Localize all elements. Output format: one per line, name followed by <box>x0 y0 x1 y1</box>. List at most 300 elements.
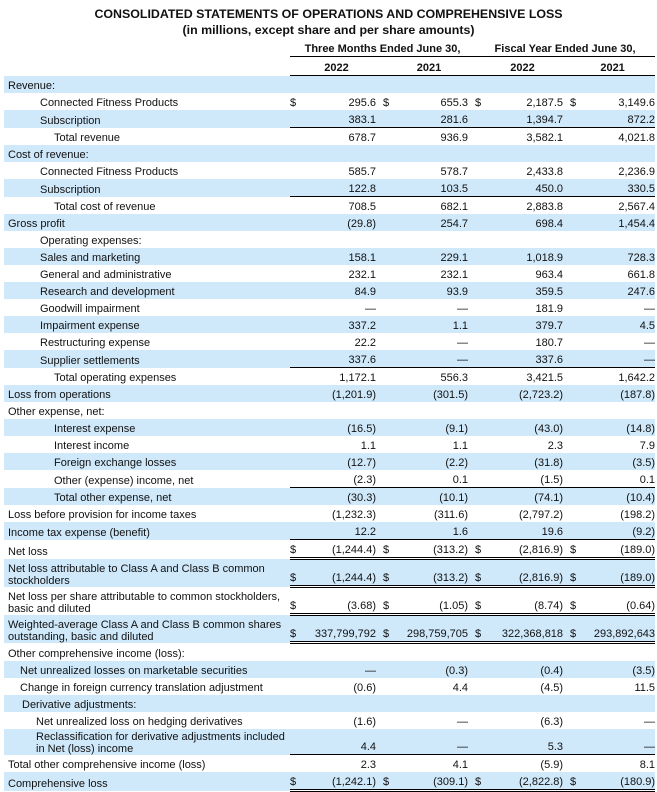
currency-symbol: $ <box>475 540 483 559</box>
cell-value: 330.5 <box>578 179 655 197</box>
row-label: Supplier settlements <box>4 350 290 368</box>
cell-value: (2,822.8) <box>483 772 563 791</box>
cell-value: 556.3 <box>391 368 468 386</box>
currency-symbol <box>290 755 298 773</box>
table-row <box>4 299 655 316</box>
table-row <box>4 350 655 368</box>
currency-symbol <box>475 214 483 231</box>
row-label: Research and development <box>4 282 290 299</box>
cell-value: 1,454.4 <box>578 214 655 231</box>
table-row <box>4 419 655 436</box>
currency-symbol <box>475 385 483 402</box>
table-row <box>4 402 655 419</box>
table-row <box>4 231 655 248</box>
currency-symbol <box>475 436 483 453</box>
row-label: Total operating expenses <box>54 372 177 384</box>
cell-value <box>298 231 376 248</box>
row-label: Income tax expense (benefit) <box>4 522 290 540</box>
currency-symbol <box>290 453 298 470</box>
cell-value: 379.7 <box>483 316 563 333</box>
currency-symbol <box>383 231 391 248</box>
cell-value: — <box>644 716 656 728</box>
currency-symbol <box>570 316 578 333</box>
cell-value: (189.0) <box>578 540 655 559</box>
currency-symbol <box>570 470 578 488</box>
currency-symbol <box>570 299 578 316</box>
cell-value: 322,368,818 <box>483 615 563 643</box>
table-row <box>4 93 655 110</box>
cell-value <box>298 643 376 662</box>
cell-value <box>391 231 468 248</box>
cell-value: 0.1 <box>639 474 656 486</box>
currency-symbol <box>290 282 298 299</box>
currency-symbol <box>383 368 391 386</box>
cell-value: 281.6 <box>391 110 468 128</box>
row-label: Impairment expense <box>4 316 290 333</box>
cell-value: (30.3) <box>298 488 376 506</box>
table-row <box>4 712 655 729</box>
cell-value: 181.9 <box>535 303 564 315</box>
cell-value: 1.1 <box>452 440 468 452</box>
row-label: Total other expense, net <box>4 488 290 506</box>
cell-value: 232.1 <box>348 269 376 281</box>
currency-symbol <box>383 299 391 316</box>
cell-value: 655.3 <box>440 97 468 109</box>
currency-symbol <box>475 729 483 755</box>
currency-symbol <box>475 248 483 265</box>
table-row <box>4 282 655 299</box>
cell-value: — <box>644 303 656 315</box>
currency-symbol <box>570 350 578 368</box>
cell-value: — <box>365 303 376 315</box>
currency-symbol <box>383 678 391 695</box>
currency-symbol <box>383 453 391 470</box>
cell-value: 180.7 <box>535 337 564 349</box>
cell-value: — <box>457 303 468 315</box>
currency-symbol <box>383 402 391 419</box>
cell-value: (9.2) <box>578 522 655 540</box>
currency-symbol <box>383 248 391 265</box>
currency-symbol <box>383 350 391 368</box>
currency-symbol: $ <box>475 615 483 643</box>
currency-symbol <box>570 522 578 540</box>
cell-value: (31.8) <box>483 453 563 470</box>
cell-value: 3,582.1 <box>483 128 563 146</box>
cell-value: 247.6 <box>578 282 655 299</box>
cell-value: (1.5) <box>540 474 564 486</box>
currency-symbol <box>290 729 298 755</box>
cell-value: 293,892,643 <box>578 615 655 643</box>
cell-value: (313.2) <box>391 559 468 587</box>
cell-value: 2,567.4 <box>578 197 655 215</box>
currency-symbol <box>570 661 578 678</box>
currency-symbol <box>290 385 298 402</box>
currency-symbol <box>290 419 298 436</box>
currency-symbol: $ <box>475 97 482 109</box>
cell-value: 2,883.8 <box>483 197 563 215</box>
currency-symbol <box>570 128 578 146</box>
cell-value <box>483 145 563 162</box>
currency-symbol <box>290 470 298 488</box>
table-row <box>4 265 655 282</box>
row-label: Interest expense <box>4 419 290 436</box>
currency-symbol <box>383 179 391 197</box>
row-label: Other expense, net: <box>8 406 105 418</box>
cell-value: (29.8) <box>298 214 376 231</box>
table-row <box>4 540 655 559</box>
table-row <box>4 470 655 488</box>
row-label: Total cost of revenue <box>54 201 156 213</box>
table-row <box>4 729 655 755</box>
currency-symbol <box>290 299 298 316</box>
row-label: General and administrative <box>40 269 172 281</box>
financial-table <box>4 38 655 792</box>
currency-symbol <box>290 661 298 678</box>
cell-value: 450.0 <box>483 179 563 197</box>
currency-symbol <box>475 522 483 540</box>
cell-value: 295.6 <box>348 97 376 109</box>
currency-symbol <box>475 368 483 386</box>
currency-symbol: $ <box>290 587 298 615</box>
currency-symbol: $ <box>383 97 390 109</box>
currency-symbol <box>475 76 483 94</box>
cell-value: (0.4) <box>483 661 563 678</box>
table-row <box>4 615 655 643</box>
cell-value <box>578 231 655 248</box>
currency-symbol <box>570 488 578 506</box>
cell-value <box>391 145 468 162</box>
row-label: Foreign exchange losses <box>4 453 290 470</box>
table-row <box>4 145 655 162</box>
currency-symbol <box>290 197 298 215</box>
row-label: Net loss <box>8 545 48 558</box>
table-row <box>4 453 655 470</box>
cell-value: (2,797.2) <box>519 509 564 521</box>
currency-symbol <box>290 231 298 248</box>
cell-value <box>483 643 563 662</box>
currency-symbol: $ <box>570 559 578 587</box>
currency-symbol <box>570 265 578 282</box>
currency-symbol <box>570 145 578 162</box>
cell-value: 682.1 <box>391 197 468 215</box>
cell-value: (10.4) <box>578 488 655 506</box>
row-label: Connected Fitness Products <box>40 166 179 178</box>
currency-symbol <box>290 145 298 162</box>
cell-value: 19.6 <box>483 522 563 540</box>
currency-symbol: $ <box>570 615 578 643</box>
currency-symbol <box>570 695 578 712</box>
currency-symbol <box>475 145 483 162</box>
cell-value: 0.1 <box>452 474 468 486</box>
table-row <box>4 368 655 386</box>
currency-symbol <box>290 436 298 453</box>
row-label: Other comprehensive income (loss): <box>8 648 185 660</box>
cell-value: 337.6 <box>298 350 376 368</box>
cell-value: (313.2) <box>391 540 468 559</box>
currency-symbol <box>475 282 483 299</box>
cell-value: 872.2 <box>578 110 655 128</box>
currency-symbol: $ <box>570 540 578 559</box>
cell-value: 585.7 <box>348 166 376 178</box>
cell-value: 298,759,705 <box>391 615 468 643</box>
cell-value: (3.5) <box>578 661 655 678</box>
currency-symbol <box>475 179 483 197</box>
currency-symbol: $ <box>475 772 483 791</box>
currency-symbol <box>290 350 298 368</box>
header-year: 2022 <box>290 57 383 76</box>
currency-symbol <box>570 643 578 662</box>
cell-value: 2.3 <box>298 755 376 773</box>
cell-value: (2.2) <box>391 453 468 470</box>
cell-value: (8.74) <box>483 587 563 615</box>
currency-symbol <box>290 162 298 179</box>
row-label: Derivative adjustments: <box>4 695 290 712</box>
cell-value: 2,236.9 <box>618 166 656 178</box>
currency-symbol <box>475 197 483 215</box>
cell-value: 84.9 <box>298 282 376 299</box>
currency-symbol <box>570 402 578 419</box>
table-row <box>4 695 655 712</box>
cell-value: 337,799,792 <box>298 615 376 643</box>
currency-symbol: $ <box>290 559 298 587</box>
row-label: Loss from operations <box>4 385 290 402</box>
header-fiscal-year: Fiscal Year Ended June 30, <box>475 38 655 57</box>
statement-title: CONSOLIDATED STATEMENTS OF OPERATIONS AND COMPREHENSIVE LOSS <box>94 7 563 21</box>
currency-symbol <box>383 470 391 488</box>
cell-value: (198.2) <box>620 509 656 521</box>
currency-symbol: $ <box>570 97 577 109</box>
currency-symbol <box>570 368 578 386</box>
cell-value: — <box>457 716 468 728</box>
currency-symbol: $ <box>570 772 578 791</box>
cell-value: (2,816.9) <box>483 559 563 587</box>
cell-value: 122.8 <box>298 179 376 197</box>
currency-symbol <box>290 110 298 128</box>
currency-symbol <box>383 316 391 333</box>
cell-value <box>298 402 376 419</box>
currency-symbol <box>570 76 578 94</box>
currency-symbol <box>475 128 483 146</box>
currency-symbol: $ <box>290 772 298 791</box>
cell-value: 158.1 <box>298 248 376 265</box>
currency-symbol <box>475 712 483 729</box>
currency-symbol <box>290 128 298 146</box>
currency-symbol: $ <box>475 559 483 587</box>
cell-value: 4.5 <box>578 316 655 333</box>
cell-value <box>578 402 655 419</box>
cell-value: (2.3) <box>353 474 376 486</box>
currency-symbol <box>570 162 578 179</box>
header-three-months: Three Months Ended June 30, <box>290 38 475 57</box>
currency-symbol: $ <box>475 587 483 615</box>
row-label: Gross profit <box>4 214 290 231</box>
currency-symbol <box>290 505 298 522</box>
cell-value <box>578 695 655 712</box>
row-label: Operating expenses: <box>40 235 142 247</box>
cell-value: 93.9 <box>391 282 468 299</box>
currency-symbol: $ <box>290 97 297 109</box>
currency-symbol <box>290 248 298 265</box>
table-row <box>4 559 655 587</box>
currency-symbol <box>570 729 578 755</box>
table-row <box>4 128 655 146</box>
cell-value: (0.6) <box>353 682 376 694</box>
cell-value: (12.7) <box>298 453 376 470</box>
table-row <box>4 197 655 215</box>
cell-value: 963.4 <box>535 269 564 281</box>
table-row <box>4 587 655 615</box>
cell-value: (74.1) <box>483 488 563 506</box>
cell-value <box>298 145 376 162</box>
currency-symbol <box>290 643 298 662</box>
currency-symbol <box>290 678 298 695</box>
table-row <box>4 678 655 695</box>
row-label: Sales and marketing <box>4 248 290 265</box>
table-row <box>4 505 655 522</box>
cell-value <box>298 695 376 712</box>
cell-value <box>391 643 468 662</box>
header-year: 2021 <box>570 57 655 76</box>
cell-value: 229.1 <box>391 248 468 265</box>
cell-value: (5.9) <box>483 755 563 773</box>
currency-symbol <box>383 197 391 215</box>
table-row <box>4 385 655 402</box>
currency-symbol <box>475 661 483 678</box>
cell-value: 1.6 <box>391 522 468 540</box>
table-row <box>4 316 655 333</box>
cell-value: (1.05) <box>391 587 468 615</box>
currency-symbol <box>383 265 391 282</box>
cell-value: (1,201.9) <box>298 385 376 402</box>
cell-value: 936.9 <box>391 128 468 146</box>
currency-symbol <box>475 419 483 436</box>
table-row <box>4 436 655 453</box>
cell-value <box>483 76 563 94</box>
currency-symbol <box>383 128 391 146</box>
row-label: Restructuring expense <box>40 337 151 349</box>
row-label: Other (expense) income, net <box>54 474 194 487</box>
cell-value: 4.1 <box>391 755 468 773</box>
cell-value: (0.3) <box>391 661 468 678</box>
currency-symbol <box>290 522 298 540</box>
currency-symbol <box>570 712 578 729</box>
cell-value: 1,018.9 <box>483 248 563 265</box>
cell-value: (1,244.4) <box>298 559 376 587</box>
currency-symbol <box>570 282 578 299</box>
cell-value: 337.6 <box>483 350 563 368</box>
cell-value: — <box>457 337 468 349</box>
cell-value: 1,642.2 <box>578 368 655 386</box>
currency-symbol <box>383 695 391 712</box>
cell-value: (43.0) <box>483 419 563 436</box>
cell-value: (309.1) <box>391 772 468 791</box>
currency-symbol <box>383 110 391 128</box>
currency-symbol <box>290 695 298 712</box>
currency-symbol <box>570 214 578 231</box>
cell-value: 22.2 <box>354 337 376 349</box>
cell-value: 698.4 <box>483 214 563 231</box>
table-row <box>4 76 655 94</box>
table-row <box>4 661 655 678</box>
table-row <box>4 110 655 128</box>
cell-value: — <box>578 350 655 368</box>
currency-symbol <box>570 419 578 436</box>
table-row <box>4 248 655 265</box>
currency-symbol <box>475 110 483 128</box>
currency-symbol <box>475 488 483 506</box>
row-label: Total revenue <box>54 132 121 144</box>
cell-value: (6.3) <box>540 716 564 728</box>
currency-symbol: $ <box>383 615 391 643</box>
table-row <box>4 488 655 506</box>
currency-symbol <box>290 488 298 506</box>
currency-symbol <box>475 265 483 282</box>
cell-value: 383.1 <box>298 110 376 128</box>
currency-symbol <box>475 350 483 368</box>
cell-value: (4.5) <box>540 682 564 694</box>
cell-value: (9.1) <box>391 419 468 436</box>
cell-value: (301.5) <box>391 385 468 402</box>
table-row <box>4 214 655 231</box>
cell-value: (2,723.2) <box>483 385 563 402</box>
cell-value: (3.5) <box>578 453 655 470</box>
currency-symbol <box>570 453 578 470</box>
currency-symbol: $ <box>290 615 298 643</box>
currency-symbol <box>383 419 391 436</box>
cell-value: (1,232.3) <box>331 509 376 521</box>
cell-value: — <box>391 350 468 368</box>
cell-value: 337.2 <box>298 316 376 333</box>
row-label: Net loss per share attributable to common stockholders, basic and diluted <box>8 590 281 615</box>
cell-value: 12.2 <box>298 522 376 540</box>
cell-value: (187.8) <box>578 385 655 402</box>
cell-value: 661.8 <box>627 269 656 281</box>
cell-value: — <box>391 729 468 755</box>
currency-symbol <box>475 470 483 488</box>
currency-symbol: $ <box>383 587 391 615</box>
row-label: Subscription <box>4 110 290 128</box>
row-label: Comprehensive loss <box>4 772 290 791</box>
cell-value: (180.9) <box>578 772 655 791</box>
cell-value <box>483 402 563 419</box>
row-label: Revenue: <box>4 76 290 94</box>
currency-symbol <box>290 214 298 231</box>
currency-symbol <box>383 214 391 231</box>
cell-value: 1.1 <box>360 440 376 452</box>
currency-symbol <box>570 197 578 215</box>
cell-value: 708.5 <box>298 197 376 215</box>
cell-value: 2,187.5 <box>526 97 564 109</box>
cell-value: — <box>578 729 655 755</box>
cell-value: 1,394.7 <box>483 110 563 128</box>
cell-value <box>391 402 468 419</box>
cell-value: (2,816.9) <box>483 540 563 559</box>
table-row <box>4 755 655 773</box>
cell-value: 254.7 <box>391 214 468 231</box>
currency-symbol <box>290 712 298 729</box>
cell-value: 578.7 <box>440 166 468 178</box>
cell-value: (10.1) <box>391 488 468 506</box>
currency-symbol <box>475 231 483 248</box>
cell-value: 4.4 <box>298 729 376 755</box>
cell-value: 7.9 <box>639 440 656 452</box>
cell-value: (1,244.4) <box>298 540 376 559</box>
currency-symbol <box>475 316 483 333</box>
cell-value: — <box>644 337 656 349</box>
currency-symbol <box>383 643 391 662</box>
table-row <box>4 162 655 179</box>
currency-symbol <box>290 76 298 94</box>
